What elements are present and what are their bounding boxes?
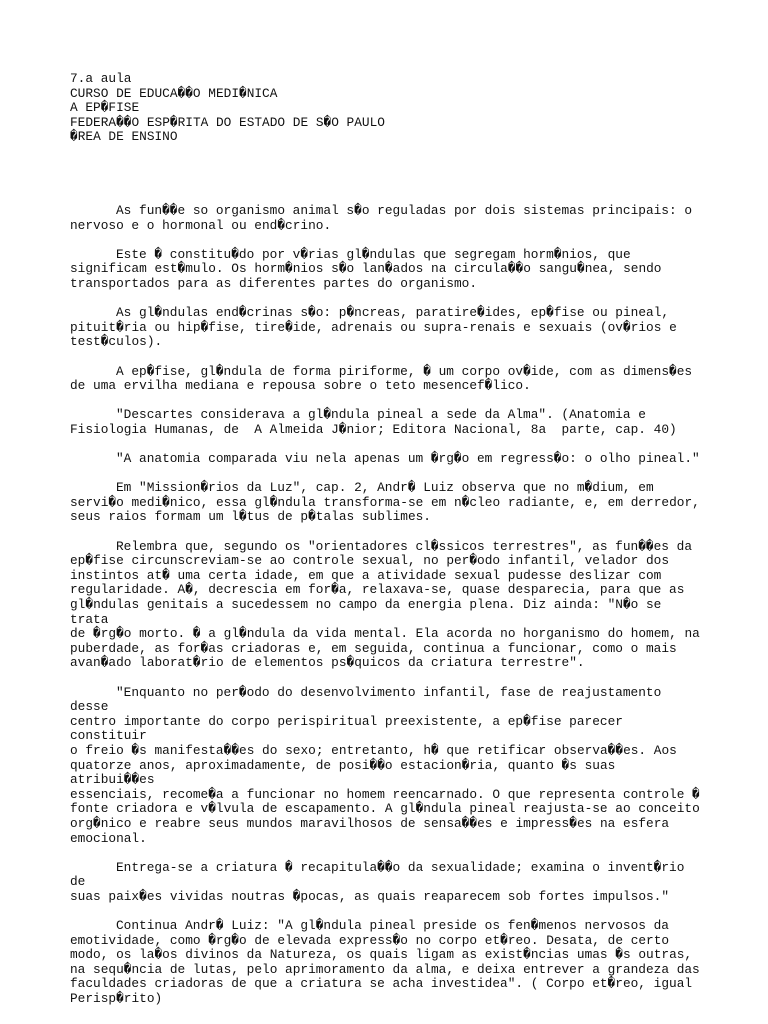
paragraph: A ep�fise, gl�ndula de forma piriforme, � um corpo ov�ide, com as dimens�es de uma ervilha mediana e repousa sobre o teto mesencef�lico. xyxy=(70,363,693,394)
paragraph: Em "Mission�rios da Luz", cap. 2, Andr� Luiz observa que no m�dium, em servi�o medi�nico, essa gl�ndula transforma-se em n�cleo radiante, e, em derredor, seus raios formam um l�tus de p�talas sublimes. xyxy=(70,480,700,525)
course-title: CURSO DE EDUCA��O MEDI�NICA xyxy=(70,85,278,101)
paragraph: As fun��e so organismo animal s�o reguladas por dois sistemas principais: o nervoso e o hormonal ou end�crino. xyxy=(70,202,693,233)
paragraph: "Enquanto no per�odo do desenvolvimento infantil, fase de reajustamento desse centro importante do corpo perispiritual preexistente, a ep�fise parecer constituir o freio �s manifesta��es do sexo; entretanto, h� que retificar observa��es. Aos quatorze anos, aproximadamente, de posi��o estacion�ria, quanto �s suas atribui��es essenciais, recome�a a funcionar no homem reencarnado. O que representa controle � fonte criadora e v�lvula de escapamento. A gl�ndula pineal reajusta-se ao conceito org�nico e reabre seus mundos maravilhosos de sensa��es e impress�es na esfera emocional. xyxy=(70,684,700,846)
institution-name: FEDERA��O ESP�RITA DO ESTADO DE S�O PAULO xyxy=(70,114,385,130)
department-name: �REA DE ENSINO xyxy=(70,129,178,145)
paragraph: "A anatomia comparada viu nela apenas um �rg�o em regress�o: o olho pineal." xyxy=(116,451,700,467)
paragraph: Relembra que, segundo os "orientadores cl�ssicos terrestres", as fun��es da ep�fise circunscreviam-se ao controle sexual, no per�odo infantil, velador dos instintos at� uma certa idade, em que a atividade sexual pudesse deslizar com regularidade. A�, decrescia em for�a, relaxava-se, quase desparecia, para que as gl�ndulas genitais a sucedessem no campo da energia plena. Diz ainda: "N�o se trata de �rg�o morto. � a gl�ndula da vida mental. Ela acorda no horganismo do homem, na puberdade, as for�as criadoras e, em seguida, continua a funcionar, como o mais avan�ado laborat�rio de elementos ps�quicos da criatura terrestre". xyxy=(70,538,700,671)
lesson-topic: A EP�FISE xyxy=(70,100,140,116)
paragraph: Entrega-se a criatura � recapitula��o da sexualidade; examina o invent�rio de suas paix�es vividas noutras �pocas, as quais reaparecem sob fortes impulsos." xyxy=(70,859,685,904)
document-page xyxy=(70,72,700,1021)
paragraph: Continua Andr� Luiz: "A gl�ndula pineal preside os fen�menos nervosos da emotividade, como �rg�o de elevada express�o no corpo et�reo. Desata, de certo modo, os la�os divinos da Natureza, os quais ligam as exist�ncias umas �s outras, na sequ�ncia de lutas, pelo aprimoramento da alma, e deixa entrever a grandeza das faculdades criadoras de que a criatura se acha investidea". ( Corpo et�reo, igual Perisp�rito) xyxy=(70,918,700,1007)
document-header xyxy=(70,72,700,145)
paragraph: As gl�ndulas end�crinas s�o: p�ncreas, paratire�ides, ep�fise ou pineal, pituit�ria ou hip�fise, tire�ide, adrenais ou supra-renais e sexuais (ov�rios e test�culos). xyxy=(70,305,677,350)
paragraph: "Descartes considerava a gl�ndula pineal a sede da Alma". (Anatomia e Fisiologia Humanas, de A Almeida J�nior; Editora Nacional, 8a parte, cap. 40) xyxy=(70,407,677,437)
document-body xyxy=(70,204,700,1007)
paragraph: Este � constitu�do por v�rias gl�ndulas que segregam horm�nios, que significam est�mulo. Os horm�nios s�o lan�ados na circula��o sangu�nea, sendo transportados para as diferentes partes do organismo. xyxy=(70,246,662,291)
lesson-number: 7.a aula xyxy=(70,71,132,86)
